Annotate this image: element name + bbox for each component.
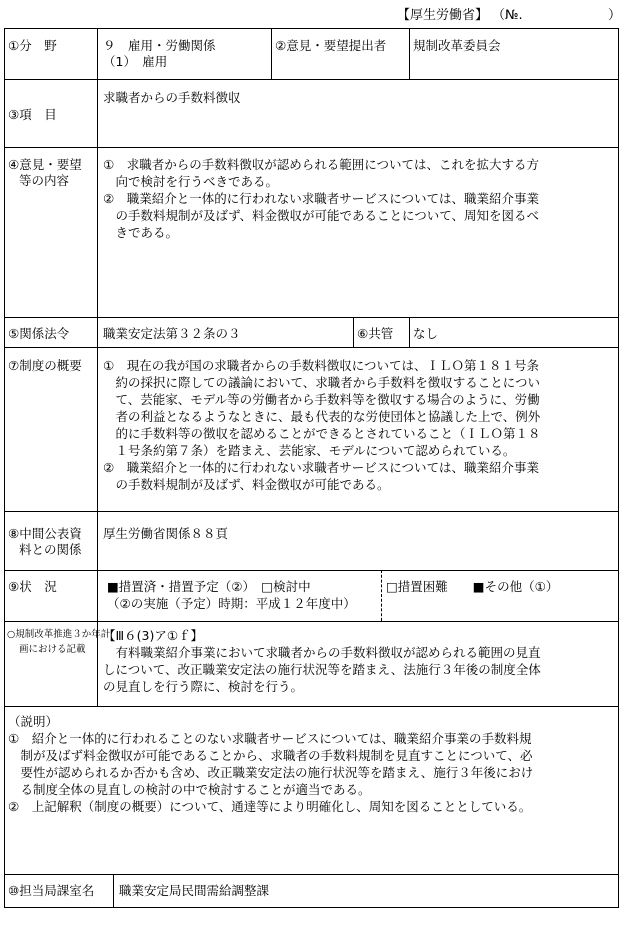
request-label-1: ④意見・要望 — [8, 157, 82, 172]
submitter-label: ②意見・要望提出者 — [275, 38, 387, 53]
system-line: ① 現在の我が国の求職者からの手数料徴収については、ＩＬＯ第１８１号条 — [103, 358, 539, 373]
plan-label-1: ○規制改革推進３か年計 — [7, 629, 111, 640]
request-line: ② 職業紹介と一体的に行われない求職者サービスについては、職業紹介事業 — [103, 191, 539, 206]
request-label-2: 等の内容 — [19, 173, 70, 188]
submitter-value: 規制改革委員会 — [413, 38, 501, 53]
interim-label-2: 料との関係 — [19, 542, 82, 557]
request-line: 向で検討を行うべきである。 — [103, 174, 279, 189]
rule-submitter-right — [409, 29, 410, 79]
rule-submitter-left — [271, 29, 272, 79]
law-value: 職業安定法第３２条の３ — [103, 326, 241, 341]
explanation-line: （説明） — [8, 714, 59, 729]
item-value: 求職者からの手数料徴収 — [103, 90, 241, 105]
explanation-content — [8, 713, 533, 815]
item-label: ③項 目 — [8, 107, 57, 122]
plan-line: 【Ⅲ６(3)ア①ｆ】 — [103, 628, 204, 643]
explanation-line: 要性が認められるか否かも含め、改正職業安定法の施行状況等を踏まえ、施行３年後におけ — [8, 765, 534, 780]
rule-contact-col — [113, 874, 114, 908]
system-line: の手数料規制が及ばず、料金徴収が可能である。 — [103, 477, 390, 492]
status-other: □措置困難 ■その他（①） — [386, 579, 559, 594]
request-line: きである。 — [103, 225, 179, 240]
number-close: ） — [608, 8, 622, 23]
plan-content — [103, 627, 541, 695]
system-line: １号条約第７条）を踏まえ、芸能家、モデルについて認められている。 — [103, 443, 516, 458]
number-label: （№. — [492, 8, 523, 23]
contact-label: ⑩担当局課室名 — [8, 883, 95, 898]
request-content — [103, 156, 539, 241]
rule-row8 — [5, 706, 618, 707]
status-schedule: （②の実施（予定）時期：平成１２年度中） — [107, 596, 356, 611]
rule-joint-right — [409, 317, 410, 347]
plan-line: しについて、改正職業安定法の施行状況等を踏まえ、法施行３年後の制度全体 — [103, 662, 541, 677]
system-line: ② 職業紹介と一体的に行われない求職者サービスについては、職業紹介事業 — [103, 460, 539, 475]
plan-line: 有料職業紹介事業において求職者からの手数料徴収が認められる範囲の見直 — [103, 645, 541, 660]
system-line: 約の採択に際しての議論において、求職者から手数料を徴収することについ — [103, 375, 541, 390]
field-value-2: （1） 雇用 — [103, 54, 168, 69]
field-value-1: ９ 雇用・労働関係 — [103, 38, 216, 53]
system-content — [103, 357, 541, 493]
contact-value: 職業安定局民間需給調整課 — [119, 883, 270, 898]
request-line: ① 求職者からの手数料徴収が認められる範囲については、これを拡大する方 — [103, 157, 539, 172]
joint-label: ⑥共管 — [357, 326, 394, 341]
explanation-line: 制が及ばず料金徴収が可能であることから、求職者の手数料規制を見直すことについて、必 — [8, 748, 533, 763]
explanation-line: る制度全体の見直しの検討の中で検討することが適当である。 — [8, 782, 371, 797]
rule-row9 — [5, 874, 618, 875]
page-header — [0, 2, 639, 23]
plan-line: の見直しを行う際に、検討を行う。 — [103, 679, 304, 694]
joint-value: なし — [413, 326, 439, 341]
rule-status-divider — [381, 570, 382, 621]
rule-label-col-top — [97, 29, 98, 706]
field-label: ①分 野 — [8, 38, 57, 53]
status-label: ⑨状 況 — [8, 579, 57, 594]
explanation-line: ① 紹介と一体的に行われることのない求職者サービスについては、職業紹介事業の手数料規 — [8, 731, 532, 746]
system-line: て、芸能家、モデル等の労働者から手数料等を徴収する場合のように、労働 — [103, 392, 540, 407]
interim-value: 厚生労働省関係８８頁 — [103, 526, 229, 541]
system-label: ⑦制度の概要 — [8, 358, 82, 373]
explanation-line: ② 上記解釈（制度の概要）について、通達等により明確化し、周知を図ることとしている。 — [8, 799, 532, 814]
system-line: 者の利益となるようなときに、最も代表的な労使団体と協議した上で、例外 — [103, 409, 541, 424]
rule-joint-left — [353, 317, 354, 347]
status-measures: ■措置済・措置予定（②） □検討中 — [107, 579, 311, 594]
ministry-label: 【厚生労働省】 — [397, 8, 489, 23]
law-label: ⑤関係法令 — [8, 326, 70, 341]
request-line: の手数料規制が及ばず、料金徴収が可能であることについて、周知を図るべ — [103, 208, 540, 223]
system-line: 的に手数料等の徴収を認めることができるとされていること（ＩＬＯ第１８ — [103, 426, 541, 441]
interim-label-1: ⑧中間公表資 — [8, 526, 82, 541]
form-sheet — [4, 28, 619, 908]
plan-label-2: 画における記載 — [19, 644, 86, 655]
